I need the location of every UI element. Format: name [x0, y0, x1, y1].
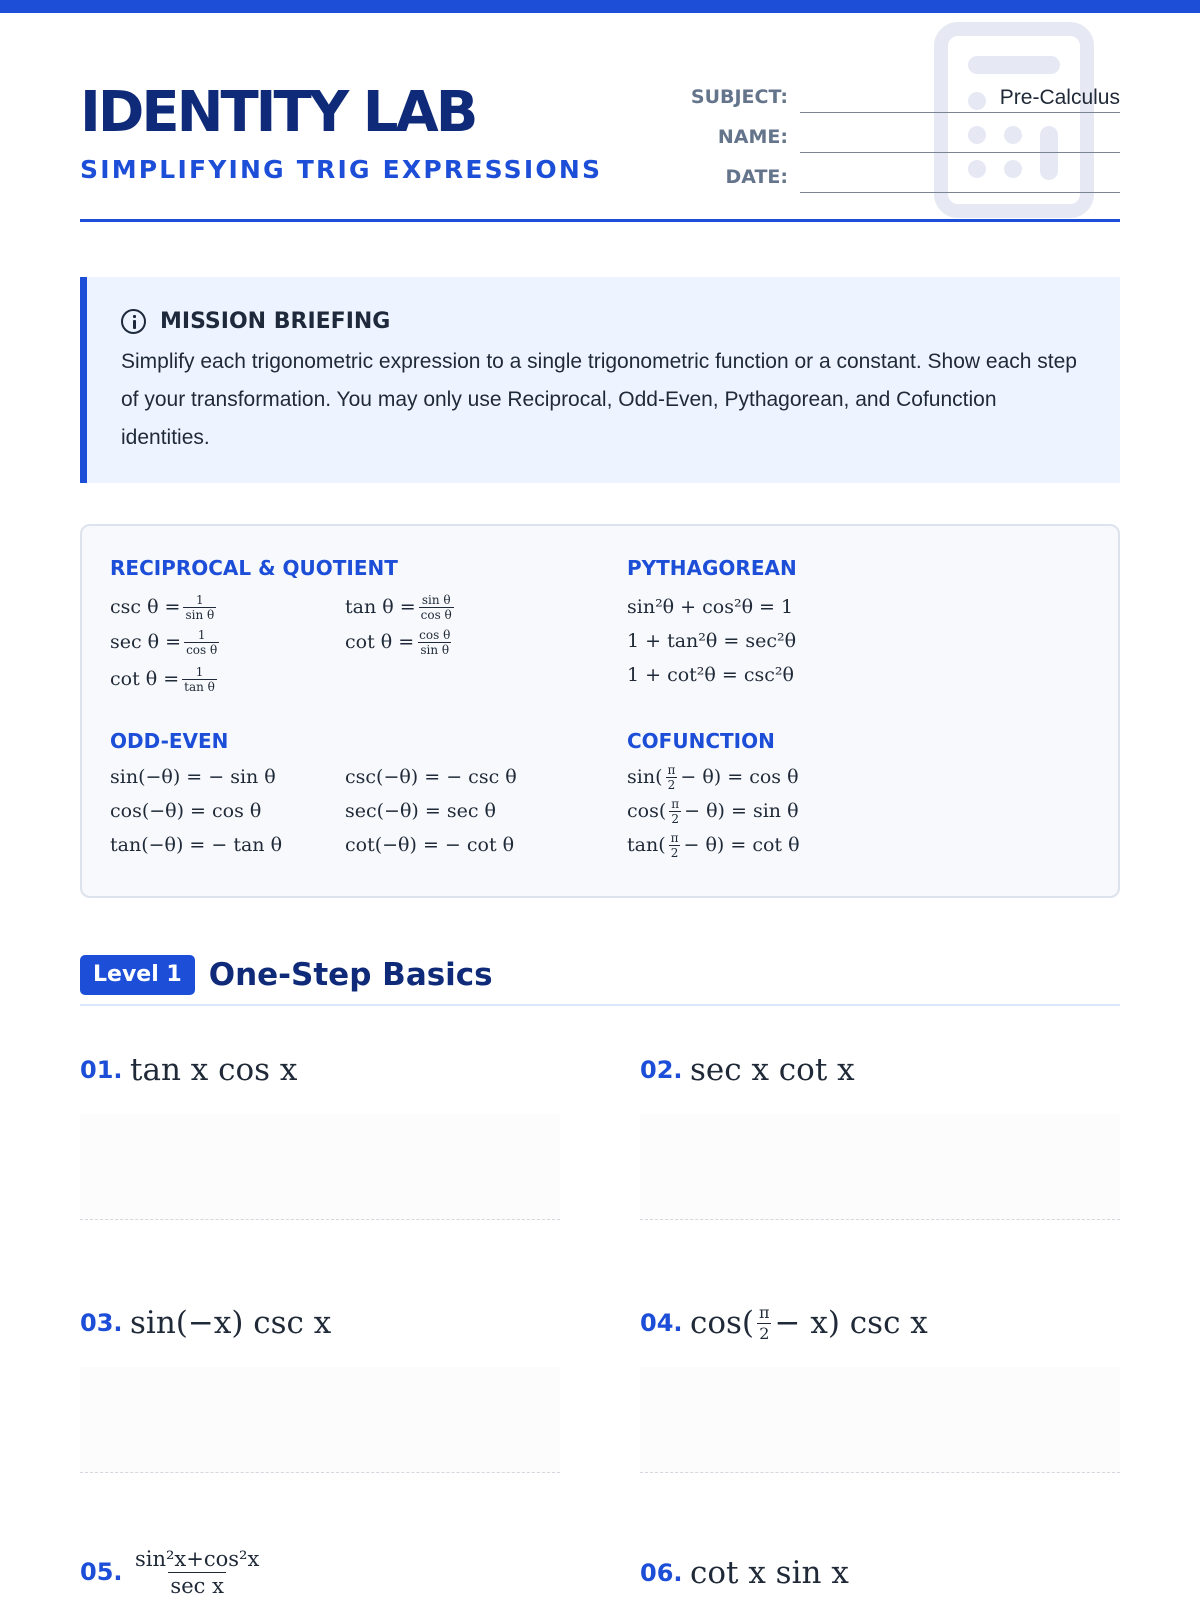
oddeven-formula: cos(−θ) = cos θ	[110, 800, 262, 822]
subject-value: Pre-Calculus	[999, 86, 1120, 109]
name-underline	[800, 152, 1120, 153]
oddeven-formula: sec(−θ) = sec θ	[345, 800, 496, 822]
oddeven-heading: ODD-EVEN	[110, 729, 229, 753]
pythagorean-formula: sin²θ + cos²θ = 1	[627, 596, 794, 618]
problem-expression: $\frac{\text{sin²x+cos²x}}{\text{sec x}}$	[135, 1546, 260, 1598]
mission-briefing	[80, 277, 1120, 483]
cofunction-formula: sin ( $\frac{\pi}{2}$ − θ) = cos θ	[627, 762, 799, 792]
problem-number: 06.	[640, 1559, 683, 1587]
date-underline	[800, 192, 1120, 193]
name-field[interactable]	[650, 124, 1120, 154]
reciprocal-formula: cot θ = $\frac{1}{\text{tan θ}}$	[110, 664, 215, 694]
problem-expression: tan x cos x	[130, 1052, 298, 1088]
pythagorean-heading: PYTHAGOREAN	[627, 556, 797, 580]
level-divider	[80, 1004, 1120, 1006]
date-label: DATE:	[725, 166, 788, 188]
cofunction-formula: cos ( $\frac{\pi}{2}$ − θ) = sin θ	[627, 796, 799, 826]
answer-workspace[interactable]	[80, 1367, 560, 1473]
problem-expression: sin(−x) csc x	[130, 1305, 332, 1341]
cofunction-heading: COFUNCTION	[627, 729, 775, 753]
problem-number: 03.	[80, 1309, 123, 1337]
worksheet-subtitle: SIMPLIFYING TRIG EXPRESSIONS	[80, 155, 603, 184]
cofunction-formula: tan ( $\frac{\pi}{2}$ − θ) = cot θ	[627, 830, 800, 860]
subject-underline	[800, 112, 1120, 113]
problem-expression: sec x cot x	[690, 1052, 855, 1088]
reciprocal-formula: csc θ = $\frac{1}{\text{sin θ}}$	[110, 592, 215, 622]
pythagorean-formula: 1 + tan²θ = sec²θ	[627, 630, 797, 652]
oddeven-formula: tan(−θ) = − tan θ	[110, 834, 283, 856]
quotient-formula: tan θ = $\frac{\text{sin θ}}{\text{cos θ}}$	[345, 592, 452, 622]
subject-field[interactable]	[650, 84, 1120, 114]
top-accent-bar	[0, 0, 1200, 13]
problem-expression: cos( $\frac{\pi}{2}$ − x) csc x	[690, 1302, 928, 1343]
level-title: One-Step Basics	[208, 957, 493, 993]
problem-number: 05.	[80, 1558, 123, 1586]
answer-workspace[interactable]	[80, 1114, 560, 1220]
identity-reference-box	[80, 524, 1120, 898]
briefing-header	[121, 307, 390, 335]
briefing-title: MISSION BRIEFING	[160, 308, 391, 334]
name-label: NAME:	[717, 126, 788, 148]
date-field[interactable]	[650, 164, 1120, 194]
problem-number: 01.	[80, 1056, 123, 1084]
reciprocal-heading: RECIPROCAL & QUOTIENT	[110, 556, 398, 580]
problem-number: 04.	[640, 1309, 683, 1337]
info-icon	[121, 309, 146, 334]
header-divider	[80, 219, 1120, 222]
briefing-text: Simplify each trigonometric expression to a single trigonometric function or a constant. Show each step of your transformation. You may only use Reciprocal, Odd-Even, Pythagorean, and Cofunction identities.	[121, 350, 1077, 449]
reciprocal-formula: sec θ = $\frac{1}{\text{cos θ}}$	[110, 627, 218, 657]
oddeven-formula: sin(−θ) = − sin θ	[110, 766, 276, 788]
level-badge: Level 1	[80, 955, 195, 995]
level-heading	[80, 953, 493, 997]
oddeven-formula: cot(−θ) = − cot θ	[345, 834, 515, 856]
worksheet-title: IDENTITY LAB	[80, 80, 476, 145]
oddeven-formula: csc(−θ) = − csc θ	[345, 766, 517, 788]
answer-workspace[interactable]	[640, 1114, 1120, 1220]
problem-expression: cot x sin x	[690, 1555, 849, 1591]
pythagorean-formula: 1 + cot²θ = csc²θ	[627, 664, 794, 686]
problem-number: 02.	[640, 1056, 683, 1084]
answer-workspace[interactable]	[640, 1367, 1120, 1473]
quotient-formula: cot θ = $\frac{\text{cos θ}}{\text{sin θ}}$	[345, 627, 451, 657]
subject-label: SUBJECT:	[690, 86, 788, 108]
